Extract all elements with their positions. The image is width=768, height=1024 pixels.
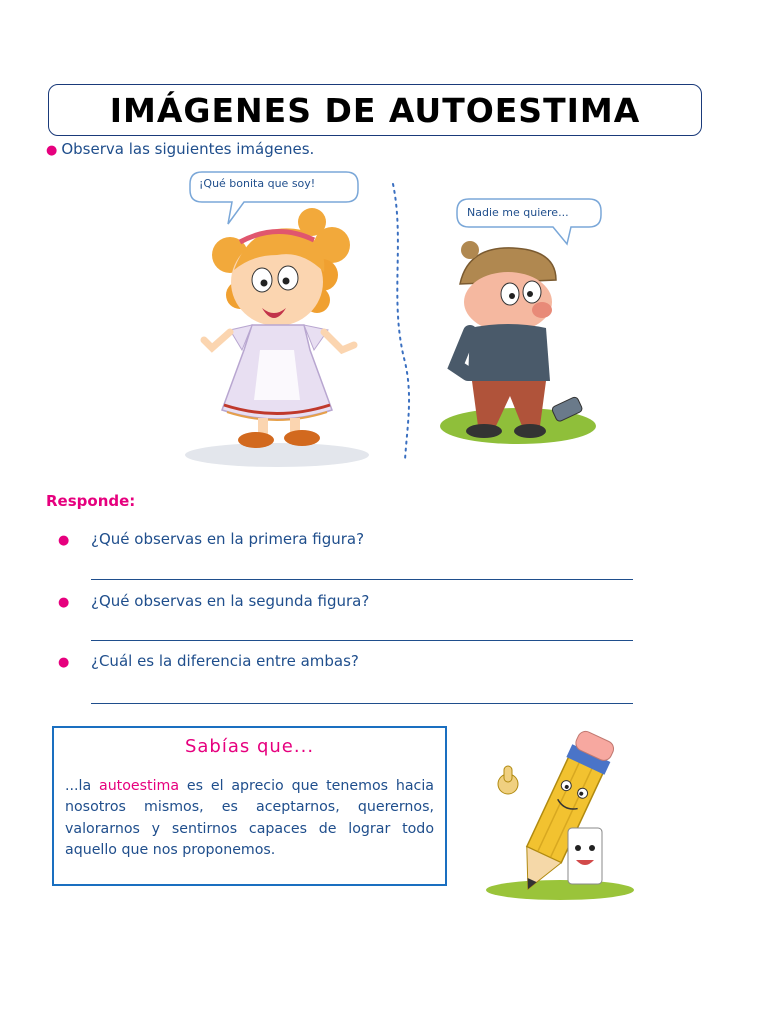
bullet-icon: ●: [46, 143, 58, 158]
dotted-divider: [385, 182, 425, 462]
title-box: [48, 84, 702, 136]
sad-boy-illustration: [438, 236, 598, 446]
instruction-text: Observa las siguientes imágenes.: [61, 140, 315, 158]
info-highlight: autoestima: [99, 778, 180, 794]
answer-line-2[interactable]: [91, 640, 633, 641]
bullet-icon: ●: [58, 655, 70, 670]
bullet-icon: ●: [58, 533, 70, 548]
question-2: [58, 592, 369, 610]
question-1-text: ¿Qué observas en la primera figura?: [91, 530, 365, 548]
girl-speech-text: ¡Qué bonita que soy!: [199, 177, 316, 190]
sabias-que-text: [65, 776, 434, 862]
info-text-before: ...la: [65, 778, 99, 794]
boy-speech-text: Nadie me quiere...: [467, 206, 569, 219]
question-3: [58, 652, 359, 670]
question-3-text: ¿Cuál es la diferencia entre ambas?: [91, 652, 359, 670]
question-2-text: ¿Qué observas en la segunda figura?: [91, 592, 370, 610]
sabias-que-box: [52, 726, 447, 886]
instruction: [46, 140, 314, 158]
pencil-mascot-illustration: [480, 728, 640, 908]
answer-line-1[interactable]: [91, 579, 633, 580]
happy-girl-illustration: [182, 200, 372, 472]
info-text-after: es el aprecio que tenemos hacia nosotros mismos, es aceptarnos, querernos, valorarnos y sentirnos capaces de lograr todo aquello que nos proponemos.: [65, 778, 434, 859]
answer-line-3[interactable]: [91, 703, 633, 704]
bullet-icon: ●: [58, 595, 70, 610]
question-1: [58, 530, 364, 548]
sabias-que-title: Sabías que...: [184, 736, 315, 757]
responde-label: Responde:: [46, 492, 136, 510]
page-title: IMÁGENES DE AUTOESTIMA: [109, 90, 641, 130]
